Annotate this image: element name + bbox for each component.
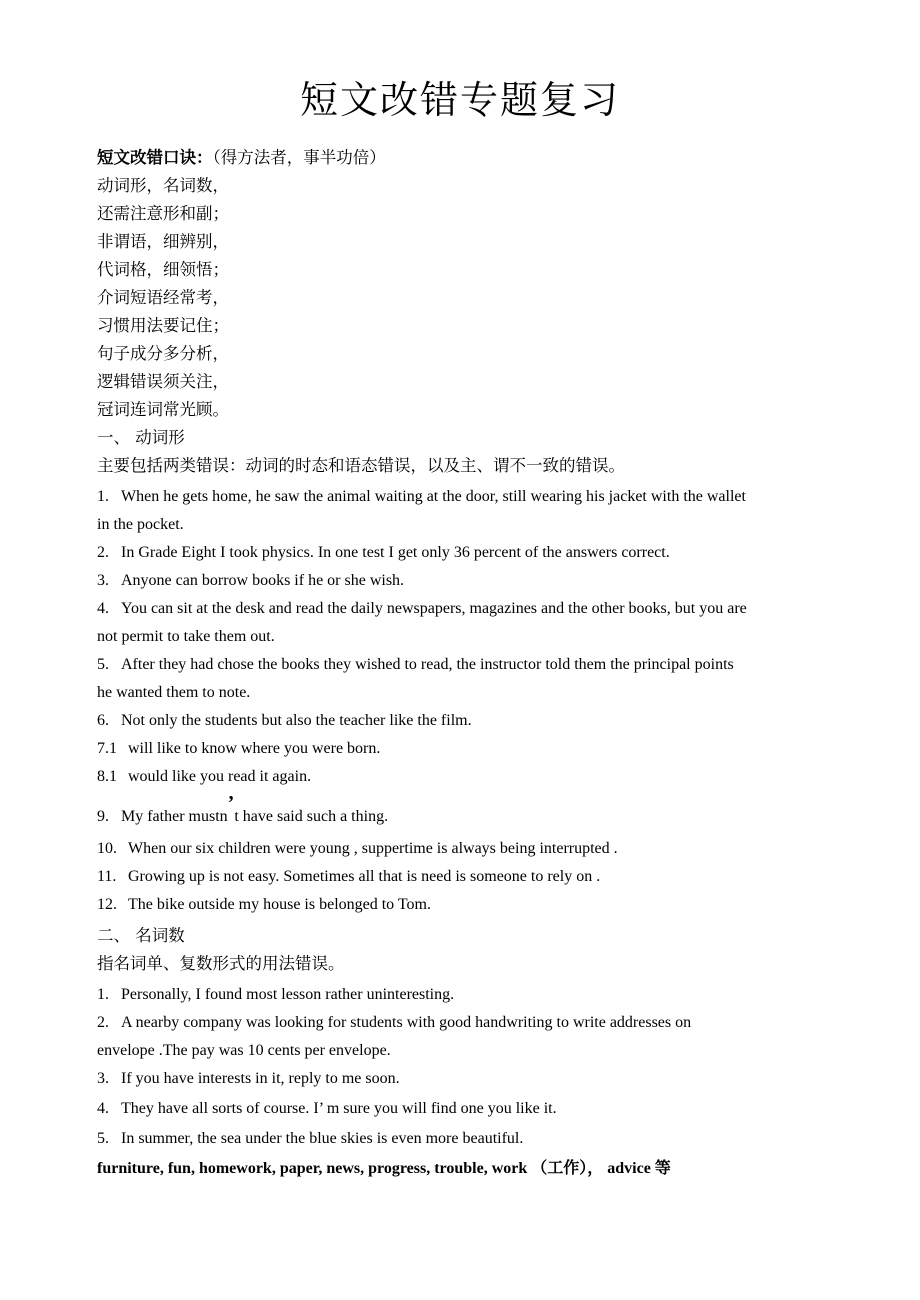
item-text: You can sit at the desk and read the daily newspapers, magazines and the other books, but you are xyxy=(121,600,747,617)
exercise-item-continuation: in the pocket. xyxy=(97,516,184,533)
item-number: 7.1 xyxy=(97,740,117,757)
exercise-item xyxy=(97,541,670,565)
item-text: Anyone can borrow books if he or she wish. xyxy=(121,572,405,589)
exercise-item xyxy=(97,765,311,789)
item-text: Not only the students but also the teacher like the film. xyxy=(121,712,472,729)
item-text: If you have interests in it, reply to me soon. xyxy=(121,1070,400,1087)
mnemonic-line: 动词形，名词数， xyxy=(97,176,229,195)
mnemonic-line: 介词短语经常考， xyxy=(97,288,229,307)
exercise-item xyxy=(97,653,734,677)
exercise-item xyxy=(97,737,380,761)
item-text: They have all sorts of course. I’ m sure you will find one you like it. xyxy=(121,1100,557,1117)
item-text: A nearby company was looking for students with good handwriting to write addresses on xyxy=(121,1014,692,1031)
item-number: 3. xyxy=(97,1070,109,1087)
item-number: 5. xyxy=(97,1130,109,1147)
item-text: In summer, the sea under the blue skies is even more beautiful. xyxy=(121,1130,524,1147)
page-title: 短文改错专题复习 xyxy=(299,78,620,122)
exercise-item xyxy=(97,569,404,593)
exercise-item xyxy=(97,893,431,917)
mnemonic-line: 冠词连词常光顾。 xyxy=(97,400,229,419)
item-number: 1. xyxy=(97,986,109,1003)
item-text: would like you read it again. xyxy=(128,768,312,785)
exercise-item xyxy=(97,865,600,889)
uncountable-nouns-note: furniture, fun, homework, paper, news, progress, trouble, work （工作）， advice 等 xyxy=(97,1160,671,1177)
exercise-item xyxy=(97,837,618,861)
mnemonic-line: 逻辑错误须关注， xyxy=(97,372,229,391)
exercise-item-continuation: not permit to take them out. xyxy=(97,628,275,645)
exercise-item xyxy=(97,792,389,829)
item-number: 11. xyxy=(97,868,117,885)
item-text: My father mustn xyxy=(121,808,228,825)
item-number: 9. xyxy=(97,808,109,825)
exercise-item xyxy=(97,597,747,621)
section-description: 指名词单、复数形式的用法错误。 xyxy=(97,954,345,973)
item-text: Growing up is not easy. Sometimes all that is need is someone to rely on . xyxy=(128,868,601,885)
item-number: 1. xyxy=(97,488,109,505)
item-text: will like to know where you were born. xyxy=(128,740,381,757)
mnemonic-label: 短文改错口诀： xyxy=(97,148,213,167)
item-text: When our six children were young , suppertime is always being interrupted . xyxy=(128,840,618,857)
exercise-item xyxy=(97,1011,691,1035)
mnemonic-line: 还需注意形和副； xyxy=(97,204,229,223)
mnemonic-heading xyxy=(97,146,386,170)
item-number: 12. xyxy=(97,896,117,913)
item-number: 5. xyxy=(97,656,109,673)
item-text: t have said such a thing. xyxy=(234,808,389,825)
section-description: 主要包括两类错误：动词的时态和语态错误，以及主、谓不一致的错误。 xyxy=(97,456,625,475)
exercise-item xyxy=(97,1127,523,1151)
item-text: The bike outside my house is belonged to Tom. xyxy=(128,896,431,913)
exercise-item xyxy=(97,485,746,509)
mnemonic-line: 句子成分多分析， xyxy=(97,344,229,363)
exercise-item xyxy=(97,1097,557,1121)
mnemonic-note: （得方法者，事半功倍） xyxy=(212,148,386,167)
item-number: 3. xyxy=(97,572,109,589)
exercise-item-continuation: he wanted them to note. xyxy=(97,684,251,701)
item-number: 10. xyxy=(97,840,117,857)
item-text: When he gets home, he saw the animal waiting at the door, still wearing his jacket with the wallet xyxy=(121,488,746,505)
exercise-item xyxy=(97,983,454,1007)
item-number: 2. xyxy=(97,1014,109,1031)
item-text: In Grade Eight I took physics. In one test I get only 36 percent of the answers correct. xyxy=(121,544,670,561)
section-heading: 一、 动词形 xyxy=(97,428,185,447)
exercise-item-continuation: envelope .The pay was 10 cents per envelope. xyxy=(97,1042,391,1059)
item-text: Personally, I found most lesson rather uninteresting. xyxy=(121,986,455,1003)
exercise-item xyxy=(97,1067,400,1091)
item-number: 6. xyxy=(97,712,109,729)
exercise-item xyxy=(97,709,472,733)
mnemonic-line: 习惯用法要记住； xyxy=(97,316,229,335)
mnemonic-line: 非谓语，细辨别， xyxy=(97,232,229,251)
item-number: 4. xyxy=(97,600,109,617)
apostrophe-mark: ’ xyxy=(227,792,235,814)
section-heading: 二、 名词数 xyxy=(97,926,185,945)
item-number: 2. xyxy=(97,544,109,561)
item-number: 8.1 xyxy=(97,768,117,785)
mnemonic-line: 代词格，细领悟； xyxy=(97,260,229,279)
item-text: After they had chose the books they wished to read, the instructor told them the principal points xyxy=(121,656,734,673)
item-number: 4. xyxy=(97,1100,109,1117)
